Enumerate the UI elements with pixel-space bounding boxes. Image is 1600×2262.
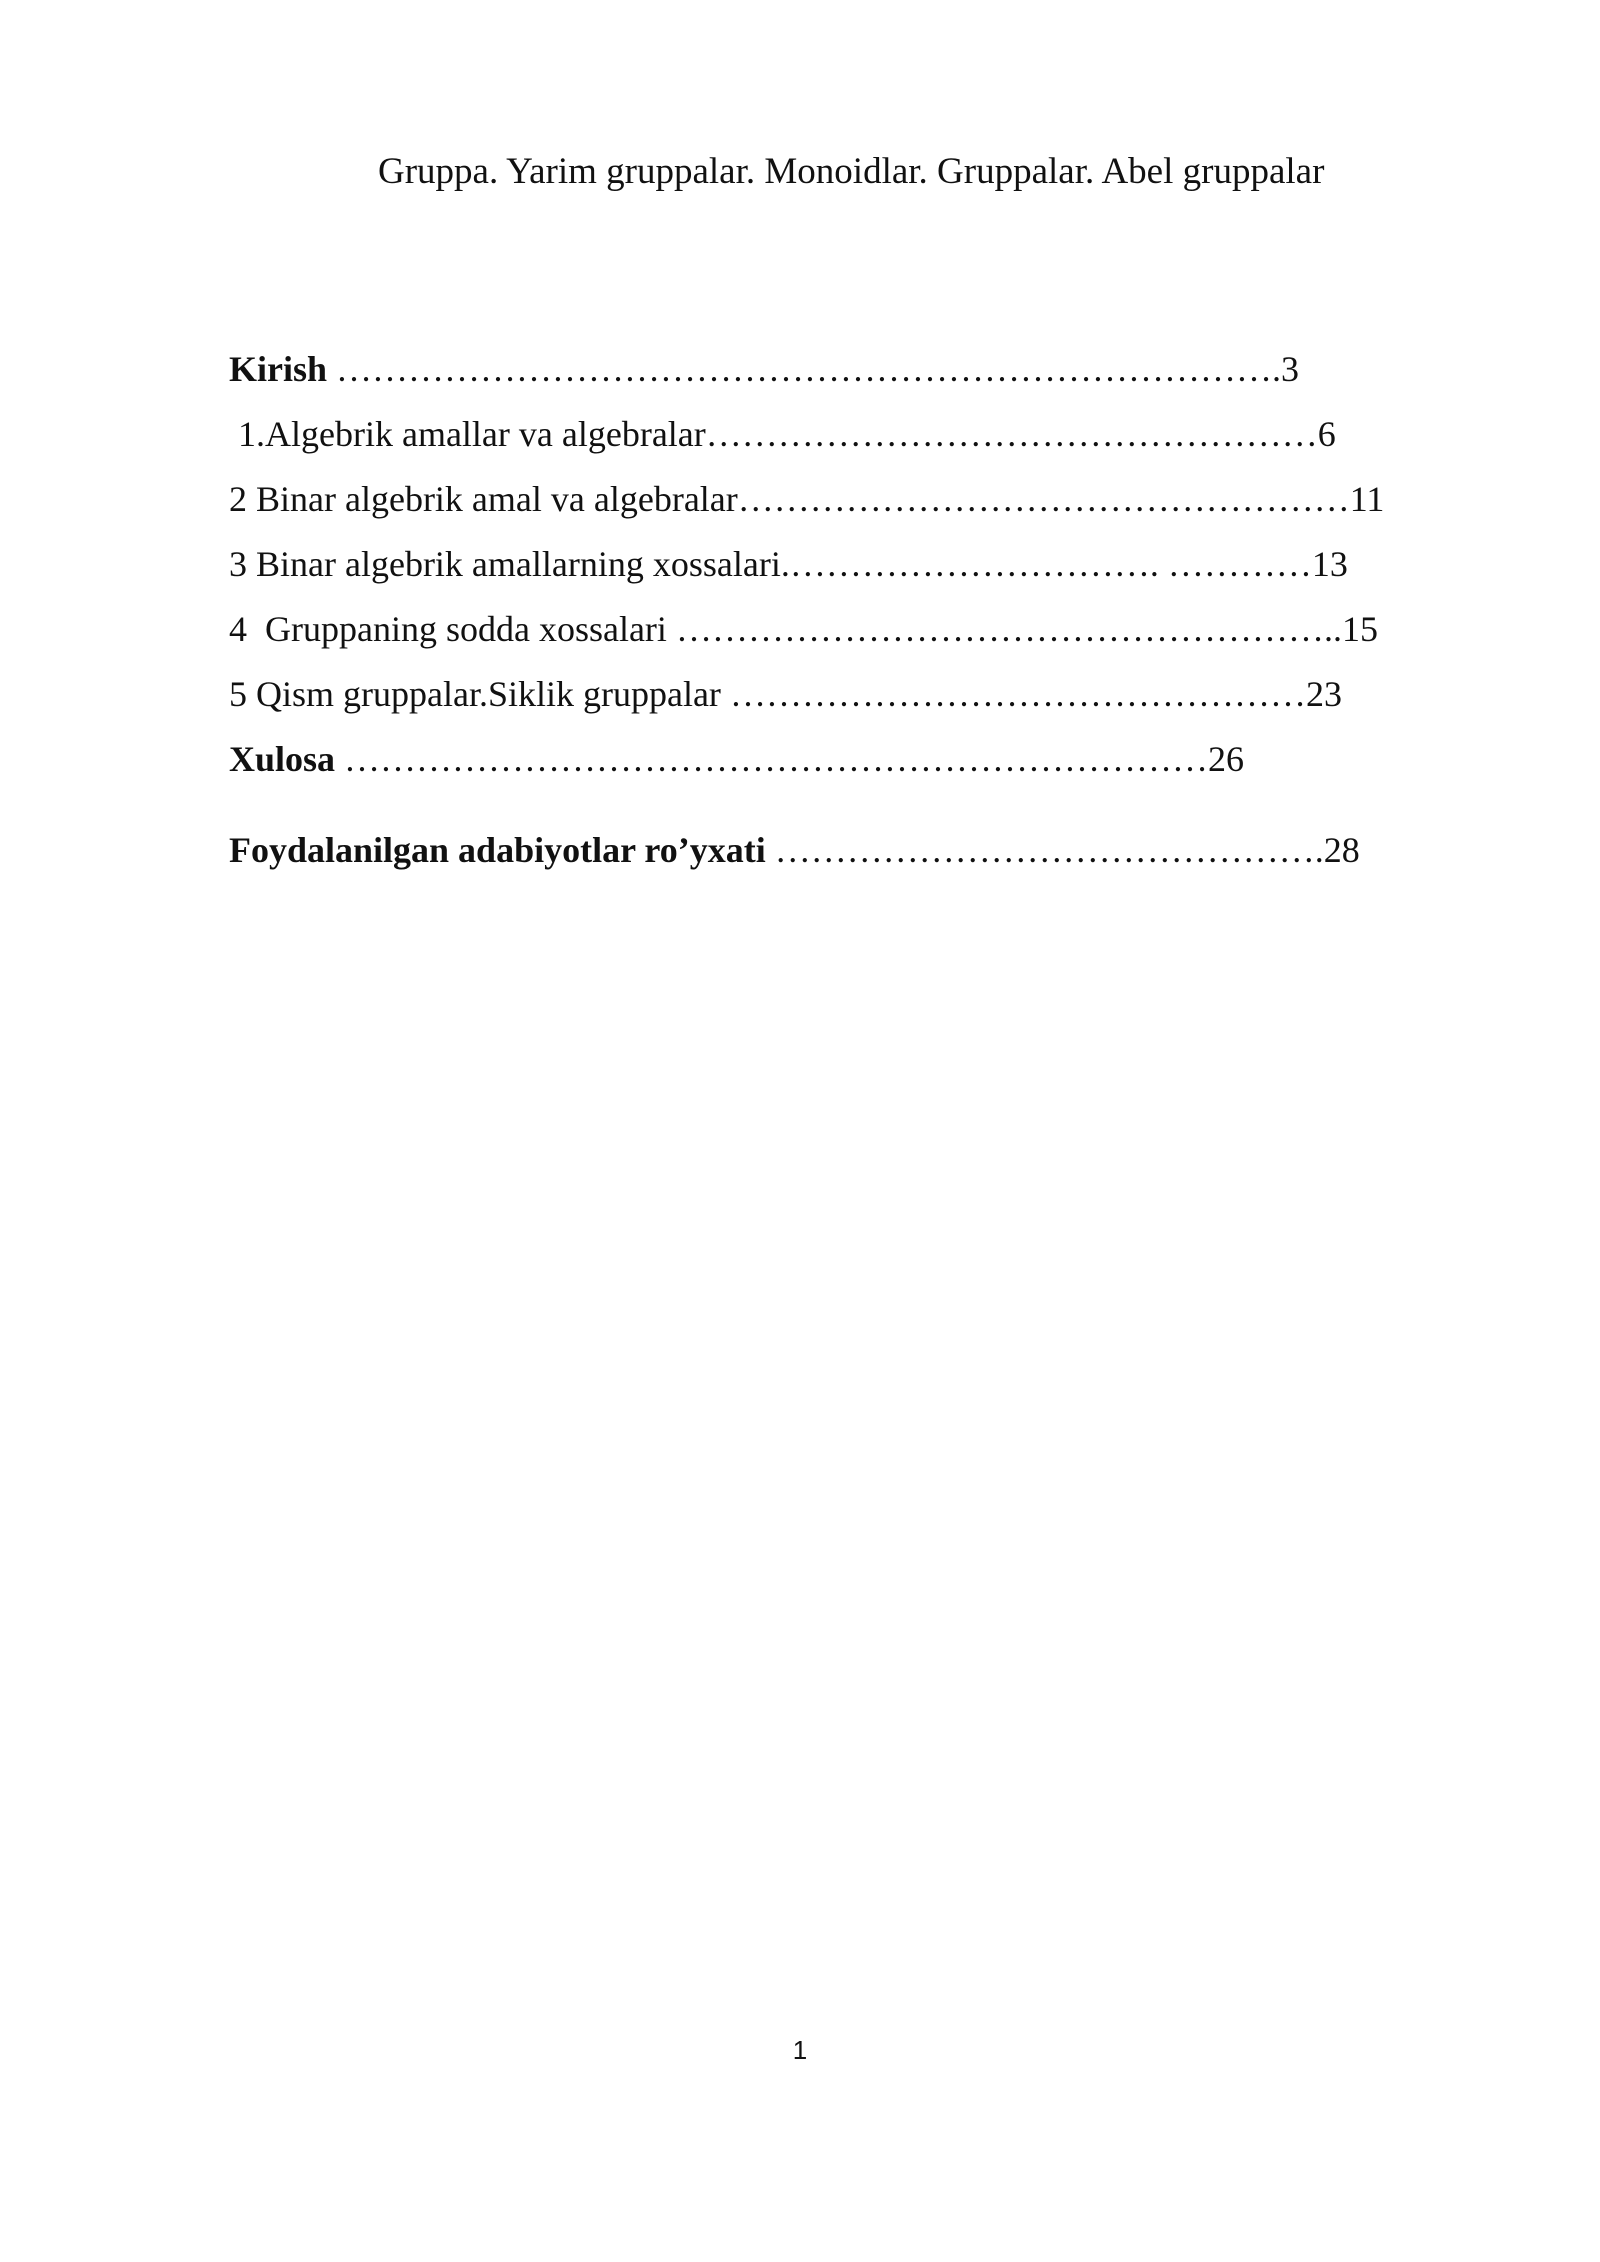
- toc-entry-label: 3 Binar algebrik amallarning xossalari.: [229, 544, 790, 584]
- toc-entry-binar-xossalari: [229, 542, 1348, 586]
- toc-entry-leader-page: ………………………………………………………………26: [335, 739, 1245, 779]
- toc-entry-label: Kirish: [229, 349, 328, 389]
- toc-entry-gruppaning-xossalari: [229, 607, 1378, 651]
- toc-entry-kirish: [229, 347, 1299, 391]
- toc-entry-leader-page: ……………………………………….28: [765, 830, 1360, 870]
- toc-entry-algebrik-amallar: [229, 412, 1336, 456]
- toc-entry-xulosa: [229, 737, 1244, 781]
- toc-entry-leader-page: ……………………………………………11: [737, 479, 1385, 519]
- toc-entry-label: 4 Gruppaning sodda xossalari: [229, 609, 667, 649]
- toc-entry-adabiyotlar: [229, 828, 1360, 872]
- toc-entry-qism-gruppalar: [229, 672, 1342, 716]
- toc-entry-leader-page: …………………………………………………………………….3: [327, 349, 1300, 389]
- toc-entry-label: 5 Qism gruppalar.Siklik gruppalar: [229, 674, 721, 714]
- document-title: Gruppa. Yarim gruppalar. Monoidlar. Gruppalar. Abel gruppalar: [378, 151, 1325, 192]
- toc-entry-label: Xulosa: [229, 739, 336, 779]
- toc-entry-label: 1.Algebrik amallar va algebralar: [229, 414, 706, 454]
- toc-entry-leader-page: …………………………………………23: [720, 674, 1342, 714]
- toc-entry-leader-page: ……………………………………………6: [705, 414, 1336, 454]
- toc-entry-leader-page: ………………………………………………..15: [666, 609, 1378, 649]
- toc-entry-leader-page: …………………………. …………13: [789, 544, 1348, 584]
- toc-entry-label: Foydalanilgan adabiyotlar ro’yxati: [229, 830, 766, 870]
- toc-entry-label: 2 Binar algebrik amal va algebralar: [229, 479, 738, 519]
- toc-entry-binar-algebrik-amal: [229, 477, 1384, 521]
- page-number: 1: [792, 2035, 808, 2065]
